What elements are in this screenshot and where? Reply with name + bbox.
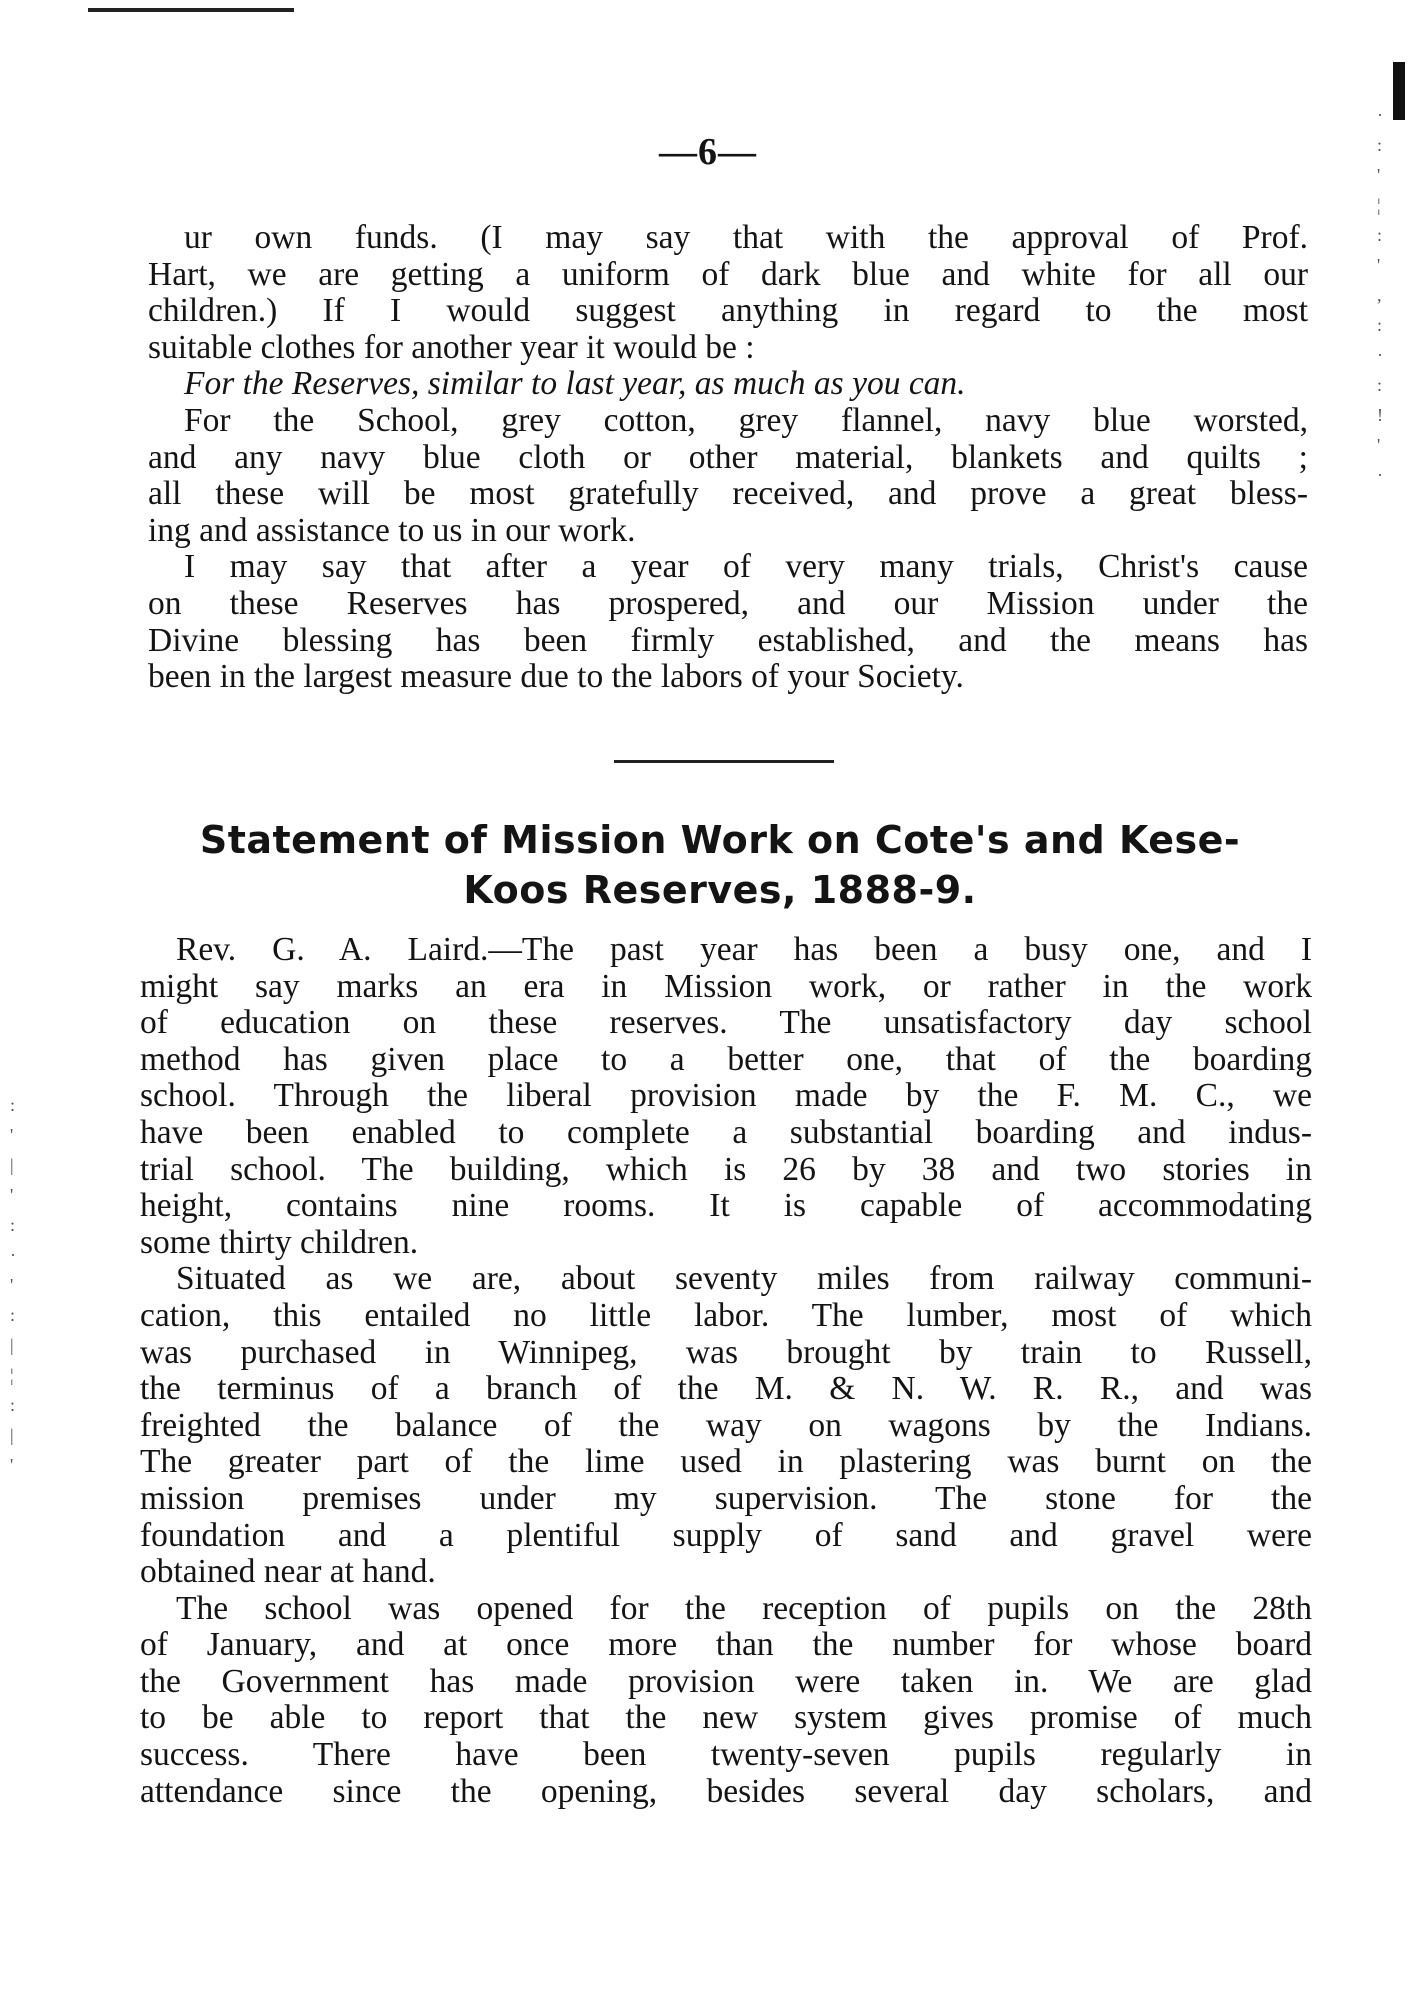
page-number: —6— <box>659 131 757 173</box>
text-line: mission premises under my supervision. The stone for the <box>140 1479 1312 1517</box>
scan-specks-right: · : ' ¦ : ' , : · : ! ' · <box>1377 105 1383 485</box>
text-line: success. There have been twenty-seven pupils regularly in <box>140 1736 1312 1774</box>
section-title-line: Statement of Mission Work on Cote's and Kese- <box>199 818 1241 862</box>
text-line: on these Reserves has prospered, and our Mission under the <box>148 584 1308 622</box>
text-line: foundation and a plentiful supply of sand and gravel were <box>140 1516 1312 1554</box>
text-line: method has given place to a better one, that of the boarding <box>140 1040 1312 1078</box>
top-rule <box>88 8 294 12</box>
text-line: school. Through the liberal provision made by the F. M. C., we <box>140 1077 1312 1115</box>
text-line: For the Reserves, similar to last year, as much as you can. <box>184 365 966 403</box>
text-line: the terminus of a branch of the M. & N. W. R. R., and was <box>140 1370 1312 1408</box>
second-text-block <box>140 932 1312 1810</box>
text-line: cation, this entailed no little labor. The lumber, most of which <box>140 1296 1312 1334</box>
first-text-block <box>148 220 1308 696</box>
text-line: of education on these reserves. The unsatisfactory day school <box>140 1004 1312 1042</box>
text-line: Rev. G. A. Laird.—The past year has been a busy one, and I <box>176 931 1312 968</box>
text-line: For the School, grey cotton, grey flannel, navy blue worsted, <box>184 401 1308 439</box>
text-line: attendance since the opening, besides several day scholars, and <box>140 1772 1312 1810</box>
text-line: ing and assistance to us in our work. <box>148 511 636 549</box>
text-line: The school was opened for the reception of pupils on the 28th <box>176 1589 1312 1627</box>
text-line: ur own funds. (I may say that with the approval of Prof. <box>184 219 1308 256</box>
text-line: suitable clothes for another year it would be : <box>148 328 755 366</box>
section-title-line: Koos Reserves, 1888-9. <box>463 868 977 912</box>
scan-specks-left: : ' | ' : · ' : | ¦ : | ' <box>10 1095 16 1475</box>
text-line: of January, and at once more than the number for whose board <box>140 1626 1312 1664</box>
text-line: trial school. The building, which is 26 by 38 and two stories in <box>140 1150 1312 1188</box>
text-line: freighted the balance of the way on wagons by the Indians. <box>140 1406 1312 1444</box>
text-line: Hart, we are getting a uniform of dark blue and white for all our <box>148 255 1308 293</box>
text-line: all these will be most gratefully received, and prove a great bless- <box>148 475 1308 513</box>
margin-mark <box>1393 62 1405 120</box>
text-line: obtained near at hand. <box>140 1553 436 1591</box>
text-line: I may say that after a year of very many trials, Christ's cause <box>184 548 1308 586</box>
text-line: was purchased in Winnipeg, was brought by train to Russell, <box>140 1333 1312 1371</box>
text-line: children.) If I would suggest anything in regard to the most <box>148 292 1308 330</box>
text-line: and any navy blue cloth or other material, blankets and quilts ; <box>148 438 1308 476</box>
text-line: The greater part of the lime used in plastering was burnt on the <box>140 1443 1312 1481</box>
text-line: height, contains nine rooms. It is capable of accommodating <box>140 1187 1312 1225</box>
text-line: been in the largest measure due to the labors of your Society. <box>148 658 964 696</box>
text-line: to be able to report that the new system gives promise of much <box>140 1699 1312 1737</box>
section-divider <box>614 760 834 763</box>
text-line: the Government has made provision were taken in. We are glad <box>140 1662 1312 1700</box>
section-title <box>120 815 1320 915</box>
text-line: might say marks an era in Mission work, or rather in the work <box>140 967 1312 1005</box>
text-line: Divine blessing has been firmly established, and the means has <box>148 621 1308 659</box>
text-line: Situated as we are, about seventy miles from railway communi- <box>176 1260 1312 1298</box>
text-line: some thirty children. <box>140 1223 419 1261</box>
text-line: have been enabled to complete a substantial boarding and indus- <box>140 1113 1312 1151</box>
